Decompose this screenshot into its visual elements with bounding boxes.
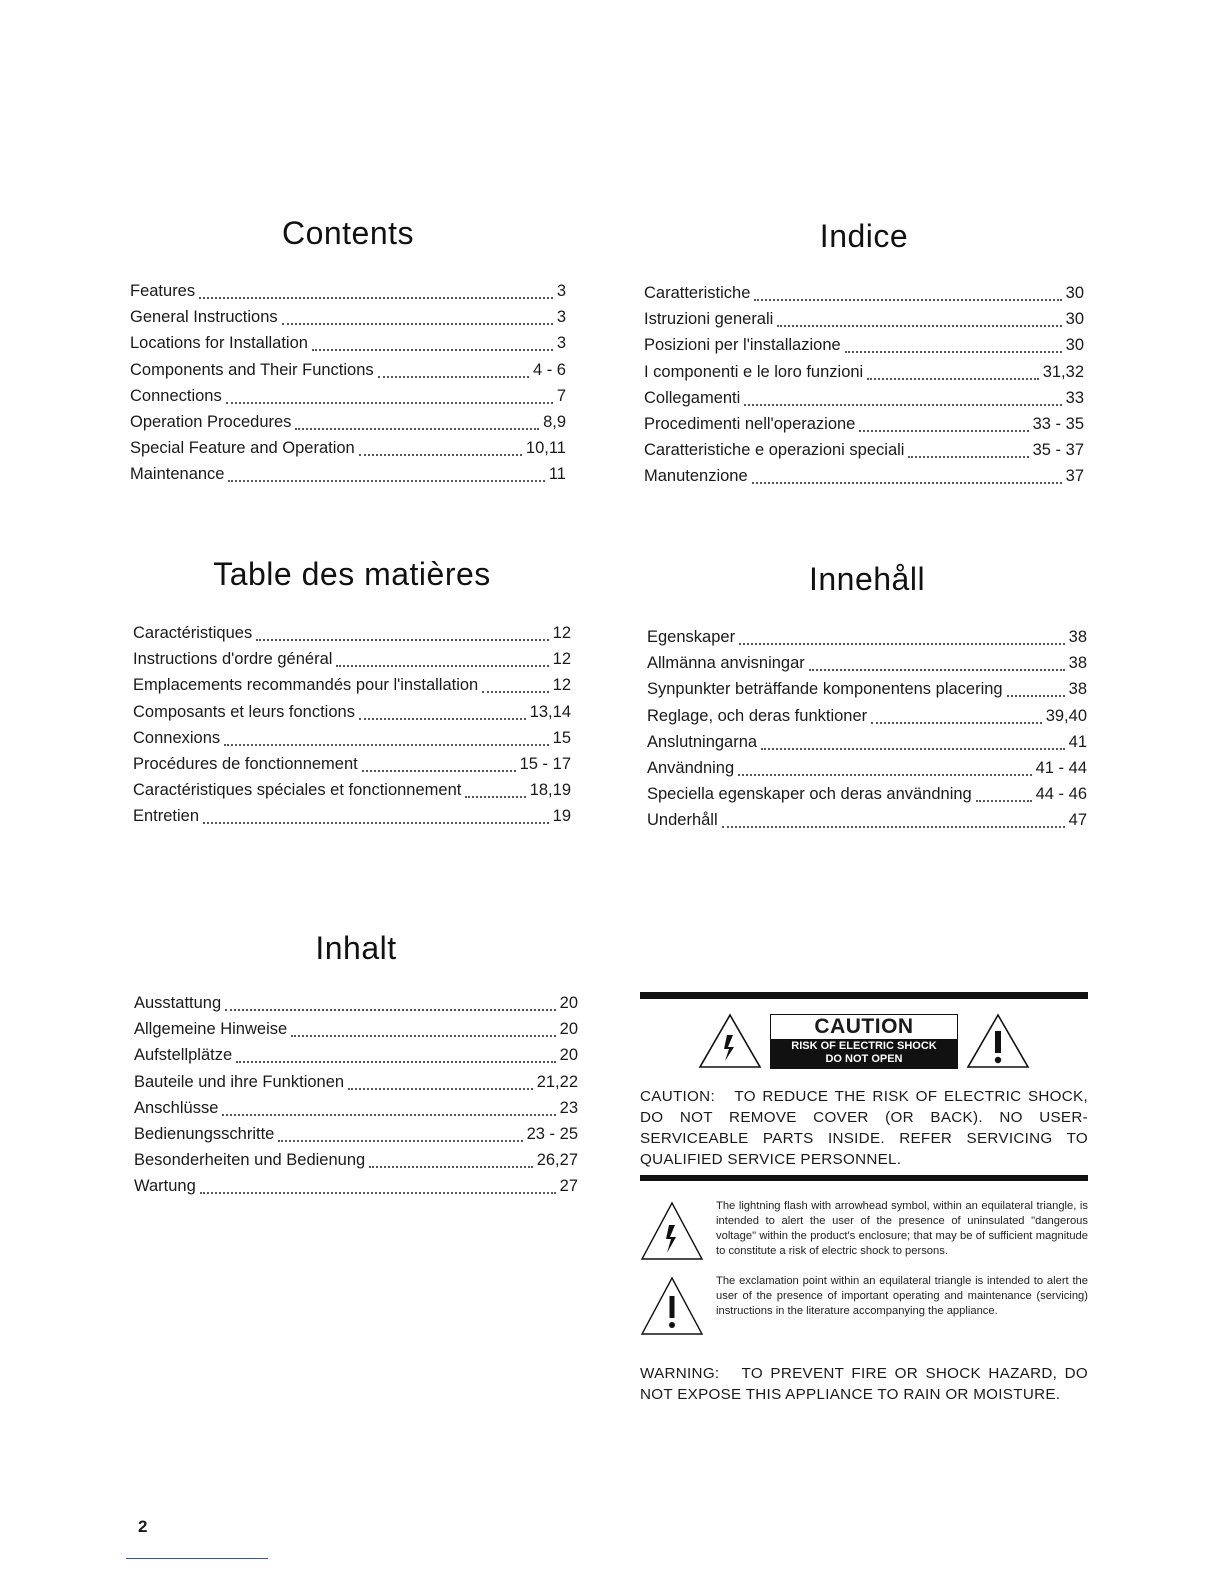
caution-label <box>770 1014 958 1069</box>
dot-leader <box>739 643 1065 645</box>
toc-entry-label: Caratteristiche e operazioni speciali <box>644 441 905 460</box>
warning-lead: WARNING: <box>640 1365 720 1382</box>
toc-entry <box>644 359 1084 385</box>
dot-leader <box>336 665 548 667</box>
toc-entry-label: Procédures de fonctionnement <box>133 754 358 773</box>
dot-leader <box>359 718 526 720</box>
toc-entry-label: Egenskaper <box>647 628 736 646</box>
toc-entry <box>133 803 571 829</box>
dot-leader <box>369 1166 533 1168</box>
toc-list <box>130 278 566 488</box>
toc-entry <box>133 699 571 725</box>
toc-entry <box>644 280 1084 306</box>
toc-list <box>133 620 571 830</box>
toc-entry-label: I componenti e le loro funzioni <box>644 362 864 381</box>
toc-entry-page: 3 <box>556 334 566 353</box>
toc-entry <box>133 672 571 698</box>
toc-list <box>644 280 1084 490</box>
toc-entry-page: 11 <box>548 465 566 484</box>
innehall-title: Innehåll <box>808 561 926 597</box>
dot-leader <box>859 430 1028 432</box>
toc-entry-page: 10,11 <box>525 439 566 458</box>
toc-entry <box>133 777 571 803</box>
toc-entry <box>644 463 1084 489</box>
toc-entry-label: Features <box>130 282 196 300</box>
dot-leader <box>738 774 1031 776</box>
toc-entry-page: 38 <box>1068 654 1087 673</box>
toc-entry-label: Aufstellplätze <box>134 1046 233 1065</box>
toc-entry <box>644 306 1084 332</box>
toc-entry-label: Collegamenti <box>644 388 741 407</box>
dot-leader <box>225 1009 556 1011</box>
toc-entry-label: Ausstattung <box>134 994 222 1012</box>
toc-entry <box>134 1147 578 1173</box>
toc-entry <box>130 461 566 487</box>
indice-title: Indice <box>819 218 909 254</box>
contents-title: Contents <box>281 215 415 251</box>
caution-label-title: CAUTION <box>814 1015 914 1038</box>
dot-leader <box>871 722 1042 724</box>
lightning-triangle-icon <box>640 1199 704 1261</box>
toc-entry-page: 15 - 17 <box>519 754 571 773</box>
toc-entry-page: 41 - 44 <box>1035 758 1087 777</box>
dot-leader <box>378 376 529 378</box>
dot-leader <box>744 404 1061 406</box>
dot-leader <box>200 1192 556 1194</box>
toc-entry <box>133 620 571 646</box>
toc-entry-page: 38 <box>1068 628 1087 646</box>
dot-leader <box>282 323 553 325</box>
toc-entry-page: 37 <box>1065 467 1084 486</box>
toc-entry <box>134 1095 578 1121</box>
toc-entry-label: Caratteristiche <box>644 284 751 302</box>
toc-entry <box>647 650 1087 676</box>
toc-entry-label: Reglage, och deras funktioner <box>647 706 868 725</box>
caution-text: TO REDUCE THE RISK OF ELECTRIC SHOCK, DO NOT REMOVE COVER (OR BACK). NO USER-SERVICEABLE PARTS INSIDE. REFER SERVICING TO QUALIFIED SERVICE PERSONNEL. <box>640 1088 1088 1168</box>
dot-leader <box>199 297 553 299</box>
toc-entry-label: Bedienungsschritte <box>134 1124 275 1143</box>
toc-entry-page: 35 - 37 <box>1032 441 1084 460</box>
dot-leader <box>754 299 1061 301</box>
toc-entry-label: Underhåll <box>647 811 718 830</box>
toc-entry-label: Posizioni per l'installazione <box>644 336 841 355</box>
bottom-rule <box>640 1175 1088 1181</box>
toc-entry-page: 30 <box>1065 336 1084 355</box>
toc-entry <box>130 278 566 304</box>
dot-leader <box>482 691 548 693</box>
exclamation-description: The exclamation point within an equilateral triangle is intended to alert the user of the presence of important operating and maintenance (servicing) instructions in the literature accompanying the appliance. <box>716 1275 1088 1317</box>
toc-entry <box>647 781 1087 807</box>
dot-leader <box>362 770 516 772</box>
toc-entry-label: Caractéristiques <box>133 624 253 642</box>
caution-label-line2: DO NOT OPEN <box>825 1053 903 1065</box>
exclamation-triangle-icon <box>640 1274 704 1336</box>
toc-entry <box>647 729 1087 755</box>
toc-entry <box>647 676 1087 702</box>
toc-entry-page: 33 <box>1065 388 1084 407</box>
toc-entry-label: Locations for Installation <box>130 334 308 353</box>
toc-entry <box>134 1069 578 1095</box>
toc-entry-label: Wartung <box>134 1177 196 1196</box>
toc-entry-label: Maintenance <box>130 465 225 484</box>
toc-entry <box>644 437 1084 463</box>
exclamation-triangle-icon <box>966 1013 1030 1069</box>
toc-entry <box>130 304 566 330</box>
toc-entry-page: 8,9 <box>543 412 566 431</box>
caution-label-line1: RISK OF ELECTRIC SHOCK <box>791 1040 937 1052</box>
dot-leader <box>465 796 525 798</box>
dot-leader <box>224 744 549 746</box>
contents-german <box>134 930 578 1200</box>
dot-leader <box>752 482 1062 484</box>
toc-entry-page: 18,19 <box>529 781 571 800</box>
toc-entry-page: 15 <box>552 728 571 747</box>
toc-entry-label: Istruzioni generali <box>644 310 774 329</box>
caution-block <box>640 992 1088 1405</box>
dot-leader <box>845 351 1062 353</box>
caution-label-warning <box>771 1039 957 1068</box>
toc-list <box>647 624 1087 834</box>
toc-entry <box>130 409 566 435</box>
toc-entry <box>644 385 1084 411</box>
toc-entry-label: Entretien <box>133 807 200 826</box>
dot-leader <box>867 378 1038 380</box>
toc-entry-page: 30 <box>1065 284 1084 302</box>
dot-leader <box>295 428 539 430</box>
toc-list <box>134 990 578 1200</box>
toc-entry-label: Manutenzione <box>644 467 748 486</box>
toc-entry-page: 19 <box>552 807 571 826</box>
toc-entry-page: 12 <box>552 624 571 642</box>
dot-leader <box>291 1035 555 1037</box>
toc-entry <box>133 646 571 672</box>
toc-entry-page: 41 <box>1068 732 1087 751</box>
toc-entry-label: Operation Procedures <box>130 412 292 431</box>
toc-entry-page: 39,40 <box>1045 706 1087 725</box>
dot-leader <box>312 349 553 351</box>
toc-entry-label: Användning <box>647 758 735 777</box>
toc-entry <box>647 703 1087 729</box>
toc-entry-page: 12 <box>552 676 571 695</box>
toc-entry <box>647 755 1087 781</box>
toc-entry <box>134 1042 578 1068</box>
caution-lead: CAUTION: <box>640 1088 715 1105</box>
toc-entry-label: Connections <box>130 386 222 405</box>
toc-entry-page: 30 <box>1065 310 1084 329</box>
contents-english <box>130 215 566 488</box>
dot-leader <box>908 456 1028 458</box>
toc-entry-label: Anslutningarna <box>647 732 758 751</box>
toc-entry <box>134 1016 578 1042</box>
toc-entry-page: 20 <box>559 1046 578 1065</box>
toc-entry-page: 38 <box>1068 680 1087 699</box>
dot-leader <box>722 826 1065 828</box>
toc-entry <box>647 624 1087 650</box>
toc-entry-label: Special Feature and Operation <box>130 439 355 458</box>
dot-leader <box>348 1088 533 1090</box>
toc-entry <box>130 383 566 409</box>
toc-entry-page: 7 <box>556 386 566 405</box>
toc-entry <box>644 332 1084 358</box>
page-number: 2 <box>138 1517 148 1536</box>
toc-entry-page: 23 - 25 <box>526 1124 578 1143</box>
contents-swedish <box>647 561 1087 834</box>
toc-entry-label: Speciella egenskaper och deras användning <box>647 785 972 804</box>
toc-entry <box>133 751 571 777</box>
toc-entry-label: Procedimenti nell'operazione <box>644 414 856 433</box>
toc-entry <box>130 357 566 383</box>
lightning-description: The lightning flash with arrowhead symbol, within an equilateral triangle, is intended to alert the user of the presence of uninsulated "dangerous voltage" within the product's enclosure; that may be of sufficient magnitude to constitute a risk of electric shock to persons. <box>716 1200 1088 1257</box>
dot-leader <box>976 800 1032 802</box>
toc-entry-page: 13,14 <box>529 702 571 721</box>
toc-entry-page: 4 - 6 <box>532 360 566 379</box>
toc-entry-page: 21,22 <box>536 1072 578 1091</box>
toc-entry <box>134 1121 578 1147</box>
dot-leader <box>226 402 553 404</box>
toc-entry-label: Caractéristiques spéciales et fonctionnement <box>133 781 462 800</box>
toc-entry-page: 20 <box>559 994 578 1012</box>
toc-entry-label: Emplacements recommandés pour l'installation <box>133 676 479 695</box>
caution-label-row <box>640 1011 1088 1069</box>
toc-entry-page: 3 <box>556 282 566 300</box>
toc-entry-page: 33 - 35 <box>1032 414 1084 433</box>
toc-entry-label: Bauteile und ihre Funktionen <box>134 1072 345 1091</box>
top-rule <box>640 992 1088 999</box>
lightning-triangle-icon <box>698 1013 762 1069</box>
warning-text: TO PREVENT FIRE OR SHOCK HAZARD, DO NOT EXPOSE THIS APPLIANCE TO RAIN OR MOISTURE. <box>640 1365 1088 1403</box>
toc-entry-page: 27 <box>559 1177 578 1196</box>
dot-leader <box>228 480 544 482</box>
toc-entry-page: 20 <box>559 1020 578 1039</box>
toc-entry-label: Allgemeine Hinweise <box>134 1020 288 1039</box>
dot-leader <box>222 1114 555 1116</box>
toc-entry <box>647 807 1087 833</box>
warning-paragraph <box>640 1363 1088 1405</box>
toc-entry-page: 26,27 <box>536 1151 578 1170</box>
dot-leader <box>278 1140 522 1142</box>
footer-line <box>126 1558 268 1559</box>
toc-entry <box>134 1173 578 1199</box>
dot-leader <box>236 1061 556 1063</box>
toc-entry-page: 3 <box>556 308 566 327</box>
lightning-explanation <box>640 1199 1088 1266</box>
contents-italian <box>644 218 1084 490</box>
toc-entry <box>133 725 571 751</box>
dot-leader <box>809 669 1065 671</box>
toc-entry-label: Allmänna anvisningar <box>647 654 805 673</box>
toc-entry-label: Instructions d'ordre général <box>133 650 333 669</box>
toc-entry-page: 12 <box>552 650 571 669</box>
dot-leader <box>203 822 549 824</box>
toc-entry-label: General Instructions <box>130 308 278 327</box>
table-des-matieres-title: Table des matières <box>213 556 491 592</box>
dot-leader <box>359 454 522 456</box>
toc-entry-page: 44 - 46 <box>1035 785 1087 804</box>
toc-entry-label: Anschlüsse <box>134 1098 219 1117</box>
toc-entry <box>130 435 566 461</box>
exclamation-explanation <box>640 1274 1088 1341</box>
dot-leader <box>777 325 1061 327</box>
toc-entry-label: Besonderheiten und Bedienung <box>134 1151 366 1170</box>
toc-entry <box>134 990 578 1016</box>
dot-leader <box>761 748 1065 750</box>
toc-entry <box>130 330 566 356</box>
toc-entry-label: Connexions <box>133 728 221 747</box>
dot-leader <box>1007 695 1065 697</box>
toc-entry-page: 31,32 <box>1042 362 1084 381</box>
contents-french <box>133 556 571 830</box>
toc-entry-label: Components and Their Functions <box>130 360 374 379</box>
toc-entry-label: Synpunkter beträffande komponentens placering <box>647 680 1003 699</box>
toc-entry-page: 47 <box>1068 811 1087 830</box>
dot-leader <box>256 639 548 641</box>
inhalt-title: Inhalt <box>315 930 397 966</box>
toc-entry-page: 23 <box>559 1098 578 1117</box>
toc-entry <box>644 411 1084 437</box>
caution-paragraph <box>640 1086 1088 1170</box>
toc-entry-label: Composants et leurs fonctions <box>133 702 355 721</box>
